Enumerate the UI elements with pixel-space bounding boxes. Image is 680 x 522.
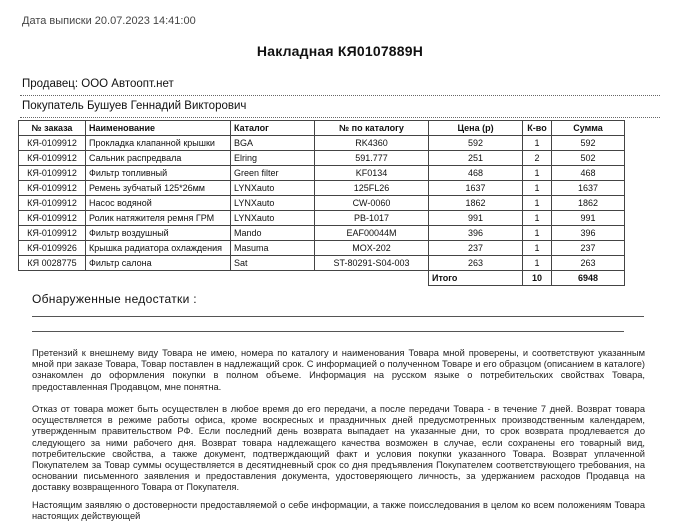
cell-order-number: КЯ-0109912 <box>19 136 86 151</box>
total-sum: 6948 <box>552 271 625 286</box>
cell-part-number: 125FL26 <box>315 181 429 196</box>
defects-heading: Обнаруженные недостатки : <box>32 292 197 306</box>
return-policy-paragraph: Отказ от товара может быть осуществлен в любое время до его передачи, а после передачи Товара - в течение 7 дней. Возврат товара осуществляется в режиме работы офиса, кроме воскресных и праздничных дней предусмотренных производственным календарем, утвержденным правительством РФ. Если последний день возврата выпадает на указанные дни, то срок возврата продлевается до следующего за ними рабочего дня. Возврат товара надлежащего качества возможен в случае, если сохранены его товарный вид, потребительские свойства, а также документ, подтверждающий факт и условия покупки указанного Товара. Возврат уплаченной Покупателем за Товар суммы осуществляется в десятидневный срок со дня предъявления Покупателем соответствующего требования, на основании письменного заявления и предоставления документа, удостоверяющего личность, за удержанием расходов Продавца на доставку возвращенного Товара от Покупателя. <box>32 404 645 493</box>
cell-catalog: BGA <box>231 136 315 151</box>
cell-order-number: КЯ-0109926 <box>19 241 86 256</box>
cell-item-name: Насос водяной <box>86 196 231 211</box>
table-row <box>19 181 625 196</box>
cell-part-number: CW-0060 <box>315 196 429 211</box>
cell-item-name: Ролик натяжителя ремня ГРМ <box>86 211 231 226</box>
cell-quantity: 2 <box>523 151 552 166</box>
cell-catalog: Masuma <box>231 241 315 256</box>
cell-order-number: КЯ 0028775 <box>19 256 86 271</box>
declaration-paragraph: Настоящим заявляю о достоверности предоставляемой о себе информации, а также поисследования в целом ко всем положениям Товара настоящих действующей <box>32 500 645 522</box>
cell-sum: 468 <box>552 166 625 181</box>
cell-catalog: Mando <box>231 226 315 241</box>
cell-catalog: LYNXauto <box>231 211 315 226</box>
cell-item-name: Фильтр топливный <box>86 166 231 181</box>
col-header-price: Цена (р) <box>429 121 523 136</box>
cell-quantity: 1 <box>523 136 552 151</box>
defects-line-2 <box>32 331 624 332</box>
cell-sum: 1862 <box>552 196 625 211</box>
cell-quantity: 1 <box>523 196 552 211</box>
cell-price: 592 <box>429 136 523 151</box>
cell-price: 1862 <box>429 196 523 211</box>
cell-part-number: RK4360 <box>315 136 429 151</box>
table-row <box>19 211 625 226</box>
acceptance-paragraph: Претензий к внешнему виду Товара не имею, номера по каталогу и наименования Товара мной проверены, и соответствуют указанным мной при заказе Товара, Товар поставлен в надлежащий срок. С информацией о полученном Товаре и его образцом (описанием в каталоге) ознакомлен до оформления покупки в полном объеме. Информация на русском языке о потребительских свойствах Товара, предоставленная Продавцом, мне понятна. <box>32 348 645 392</box>
cell-order-number: КЯ-0109912 <box>19 211 86 226</box>
invoice-table <box>18 120 625 286</box>
cell-catalog: Sat <box>231 256 315 271</box>
cell-quantity: 1 <box>523 181 552 196</box>
cell-sum: 991 <box>552 211 625 226</box>
cell-price: 263 <box>429 256 523 271</box>
cell-sum: 502 <box>552 151 625 166</box>
document-title: Накладная КЯ0107889Н <box>256 43 424 59</box>
cell-sum: 263 <box>552 256 625 271</box>
cell-catalog: Elring <box>231 151 315 166</box>
cell-part-number: PB-1017 <box>315 211 429 226</box>
cell-sum: 396 <box>552 226 625 241</box>
cell-catalog: LYNXauto <box>231 181 315 196</box>
cell-order-number: КЯ-0109912 <box>19 151 86 166</box>
table-row <box>19 256 625 271</box>
total-qty: 10 <box>523 271 552 286</box>
table-header-row <box>19 121 625 136</box>
buyer-divider <box>20 117 660 118</box>
cell-order-number: КЯ-0109912 <box>19 166 86 181</box>
col-header-part-number: № по каталогу <box>315 121 429 136</box>
issue-date: Дата выписки 20.07.2023 14:41:00 <box>22 15 196 27</box>
col-header-order: № заказа <box>19 121 86 136</box>
cell-part-number: EAF00044M <box>315 226 429 241</box>
cell-quantity: 1 <box>523 211 552 226</box>
cell-item-name: Сальник распредвала <box>86 151 231 166</box>
cell-price: 468 <box>429 166 523 181</box>
cell-price: 1637 <box>429 181 523 196</box>
total-row <box>19 271 625 286</box>
cell-catalog: LYNXauto <box>231 196 315 211</box>
col-header-qty: К-во <box>523 121 552 136</box>
cell-quantity: 1 <box>523 256 552 271</box>
cell-price: 237 <box>429 241 523 256</box>
cell-catalog: Green filter <box>231 166 315 181</box>
cell-sum: 1637 <box>552 181 625 196</box>
buyer-line: Покупатель Бушуев Геннадий Викторович <box>22 100 247 112</box>
cell-sum: 237 <box>552 241 625 256</box>
table-row <box>19 151 625 166</box>
cell-part-number: KF0134 <box>315 166 429 181</box>
cell-order-number: КЯ-0109912 <box>19 226 86 241</box>
cell-item-name: Фильтр воздушный <box>86 226 231 241</box>
cell-quantity: 1 <box>523 241 552 256</box>
table-row <box>19 166 625 181</box>
cell-order-number: КЯ-0109912 <box>19 181 86 196</box>
cell-item-name: Прокладка клапанной крышки <box>86 136 231 151</box>
cell-part-number: MOX-202 <box>315 241 429 256</box>
cell-price: 251 <box>429 151 523 166</box>
cell-quantity: 1 <box>523 166 552 181</box>
cell-part-number: 591.777 <box>315 151 429 166</box>
table-row <box>19 196 625 211</box>
cell-part-number: ST-80291-S04-003 <box>315 256 429 271</box>
cell-order-number: КЯ-0109912 <box>19 196 86 211</box>
cell-quantity: 1 <box>523 226 552 241</box>
cell-price: 991 <box>429 211 523 226</box>
cell-sum: 592 <box>552 136 625 151</box>
cell-item-name: Фильтр салона <box>86 256 231 271</box>
cell-item-name: Ремень зубчатый 125*26мм <box>86 181 231 196</box>
total-label: Итого <box>429 271 523 286</box>
table-row <box>19 226 625 241</box>
seller-divider <box>20 95 660 96</box>
col-header-catalog: Каталог <box>231 121 315 136</box>
cell-item-name: Крышка радиатора охлаждения <box>86 241 231 256</box>
table-row <box>19 241 625 256</box>
col-header-sum: Сумма <box>552 121 625 136</box>
defects-line-1 <box>32 316 644 317</box>
col-header-name: Наименование <box>86 121 231 136</box>
cell-price: 396 <box>429 226 523 241</box>
seller-line: Продавец: ООО Автоопт.нет <box>22 78 174 90</box>
table-row <box>19 136 625 151</box>
